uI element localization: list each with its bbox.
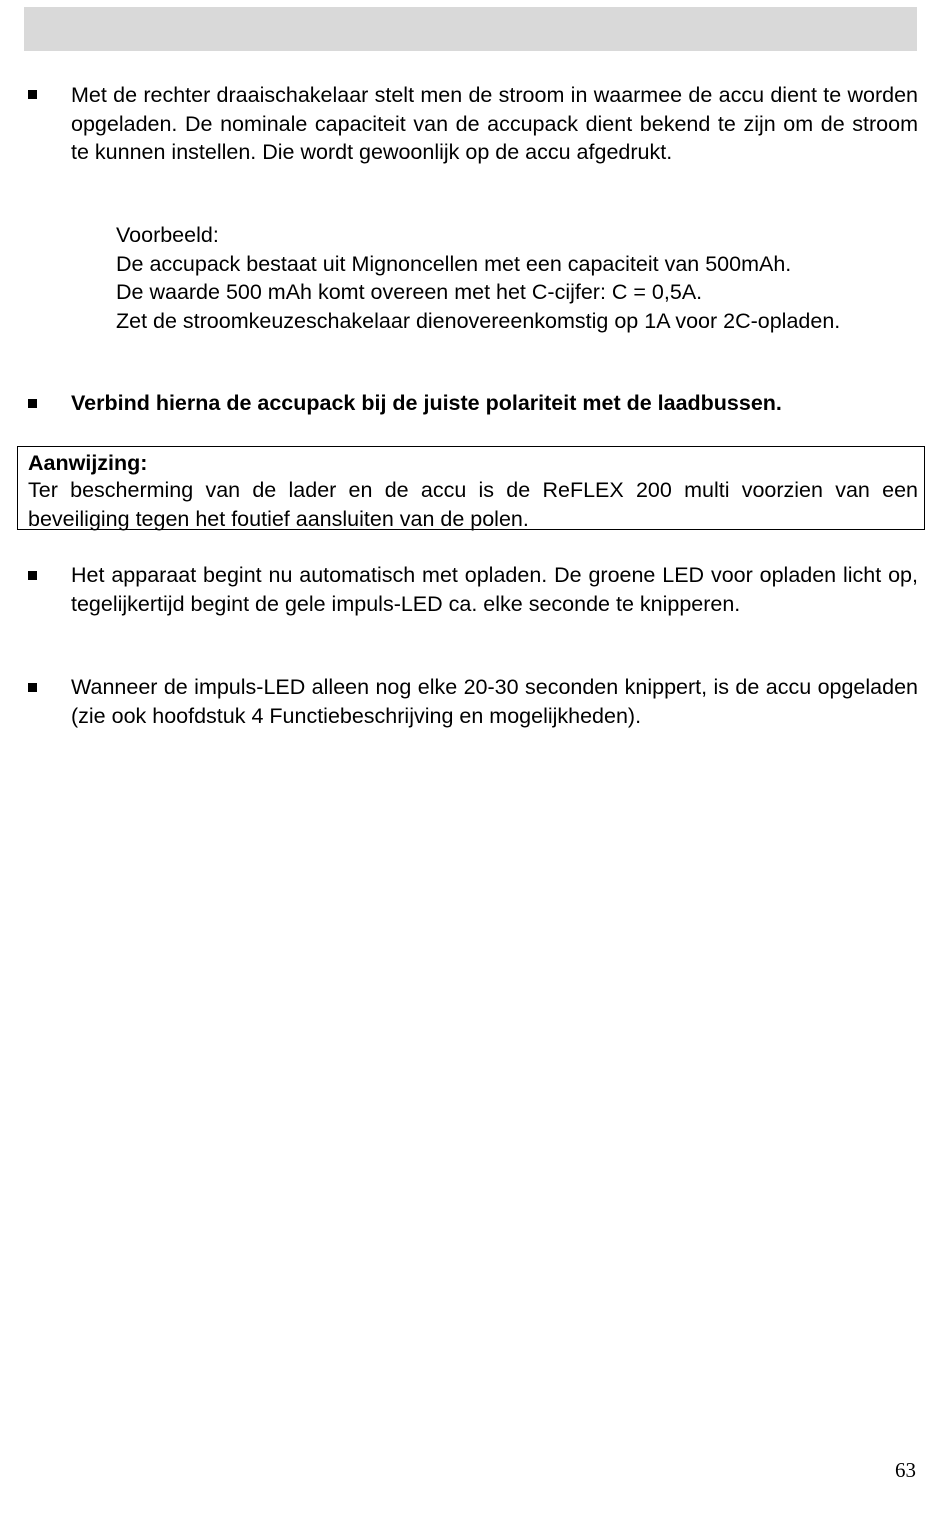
example-line-2: De waarde 500 mAh komt overeen met het C-cijfer: C = 0,5A. (116, 280, 703, 304)
example-line-3: Zet de stroomkeuzeschakelaar dienovereenkomstig op 1A voor 2C-opladen. (116, 308, 841, 333)
note-body (28, 476, 918, 533)
note-title: Aanwijzing: (28, 451, 148, 475)
example-block (116, 221, 918, 335)
instruction-item-3 (71, 561, 918, 618)
example-heading: Voorbeeld: (116, 223, 219, 247)
instruction-text: Verbind hierna de accupack bij de juiste polariteit met de laadbussen. (71, 391, 782, 415)
instruction-text: Wanneer de impuls-LED alleen nog elke 20-30 seconden knippert, is de accu opgeladen (zie ook hoofdstuk 4 Functiebeschrijving en mogelijkheden). (71, 675, 918, 728)
bullet-square-icon (28, 683, 37, 692)
instruction-text: Het apparaat begint nu automatisch met opladen. De groene LED voor opladen licht op, tegelijkertijd begint de gele impuls-LED ca. elke seconde te knipperen. (71, 563, 918, 616)
bullet-square-icon (28, 399, 37, 408)
page-number: 63 (895, 1458, 916, 1482)
instruction-item-1 (71, 81, 918, 167)
instruction-item-2 (71, 389, 918, 418)
header-band (24, 7, 917, 51)
instruction-item-4 (71, 673, 918, 730)
note-text: Ter bescherming van de lader en de accu is de ReFLEX 200 multi voorzien van een beveiliging tegen het foutief aansluiten van de polen. (28, 478, 918, 531)
instruction-text: Met de rechter draaischakelaar stelt men de stroom in waarmee de accu dient te worden opgeladen. De nominale capaciteit van de accupack dient bekend te zijn om de stroom te kunnen instellen. Die wordt gewoonlijk op de accu afgedrukt. (71, 83, 918, 164)
bullet-square-icon (28, 571, 37, 580)
example-line-1: De accupack bestaat uit Mignoncellen met een capaciteit van 500mAh. (116, 251, 792, 276)
bullet-square-icon (28, 90, 37, 99)
